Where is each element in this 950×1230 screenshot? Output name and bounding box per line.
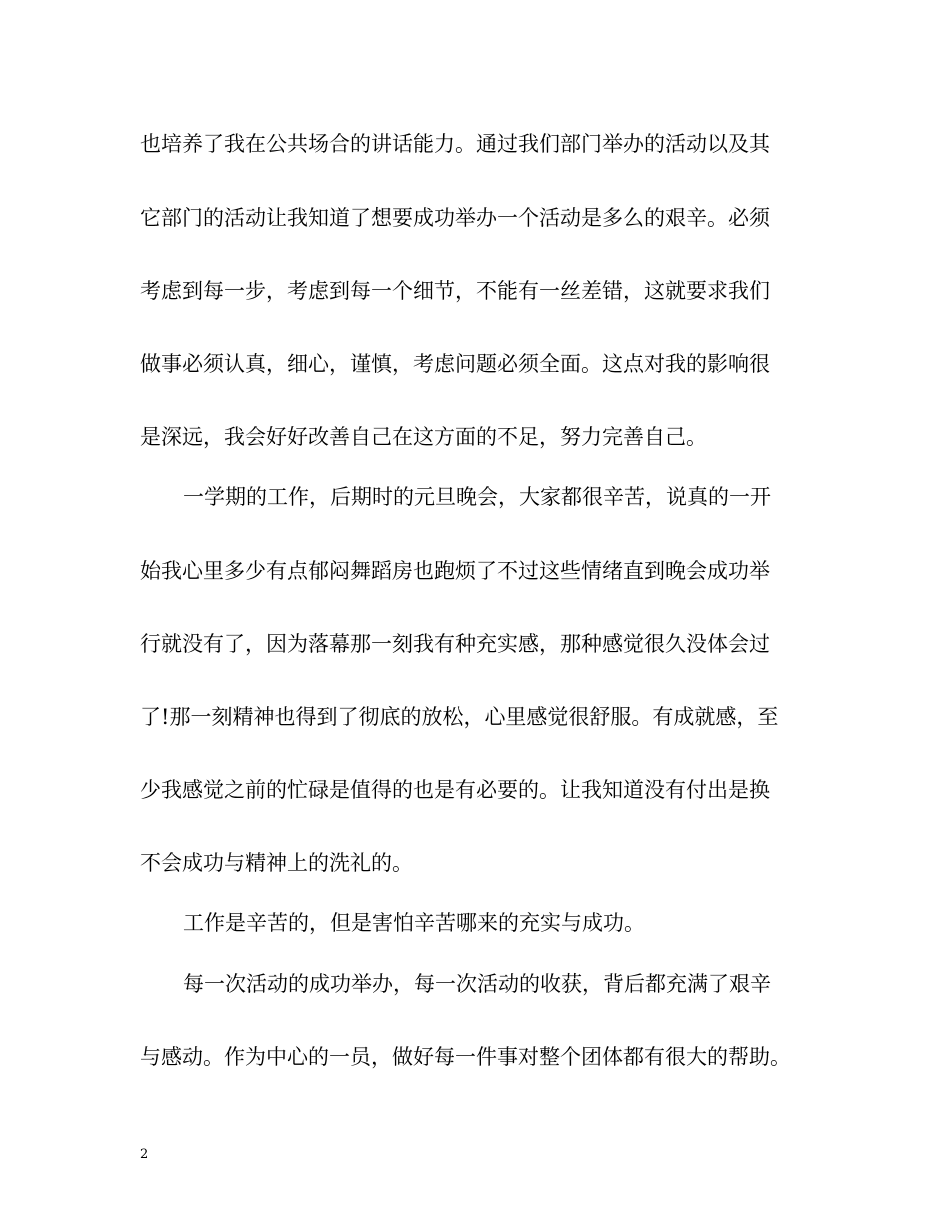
text-line: 也培养了我在公共场合的讲话能力。通过我们部门举办的活动以及其 (140, 132, 770, 156)
page-number: 2 (140, 1147, 149, 1162)
text-line: 它部门的活动让我知道了想要成功举办一个活动是多么的艰辛。必须 (140, 206, 770, 230)
text-line: 始我心里多少有点郁闷舞蹈房也跑烦了不过这些情绪直到晚会成功举 (140, 559, 770, 583)
text-line: 做事必须认真，细心，谨慎，考虑问题必须全面。这点对我的影响很 (140, 352, 770, 376)
text-line: 不会成功与精神上的洗礼的。 (140, 851, 413, 875)
text-line: 少我感觉之前的忙碌是值得的也是有必要的。让我知道没有付出是换 (140, 778, 770, 802)
paragraph-start-line: 每一次活动的成功举办，每一次活动的收获，背后都充满了艰辛 (183, 972, 771, 996)
paragraph-start-line: 一学期的工作，后期时的元旦晚会，大家都很辛苦，说真的一开 (183, 485, 771, 509)
text-line: 了!那一刻精神也得到了彻底的放松，心里感觉很舒服。有成就感，至 (140, 705, 779, 729)
text-line: 与感动。作为中心的一员，做好每一件事对整个团体都有很大的帮助。 (140, 1045, 791, 1069)
text-line: 行就没有了，因为落幕那一刻我有种充实感，那种感觉很久没体会过 (140, 632, 770, 656)
text-line: 考虑到每一步，考虑到每一个细节，不能有一丝差错，这就要求我们 (140, 279, 770, 303)
text-line: 是深远，我会好好改善自己在这方面的不足，努力完善自己。 (140, 425, 707, 449)
paragraph-start-line: 工作是辛苦的，但是害怕辛苦哪来的充实与成功。 (183, 911, 645, 935)
